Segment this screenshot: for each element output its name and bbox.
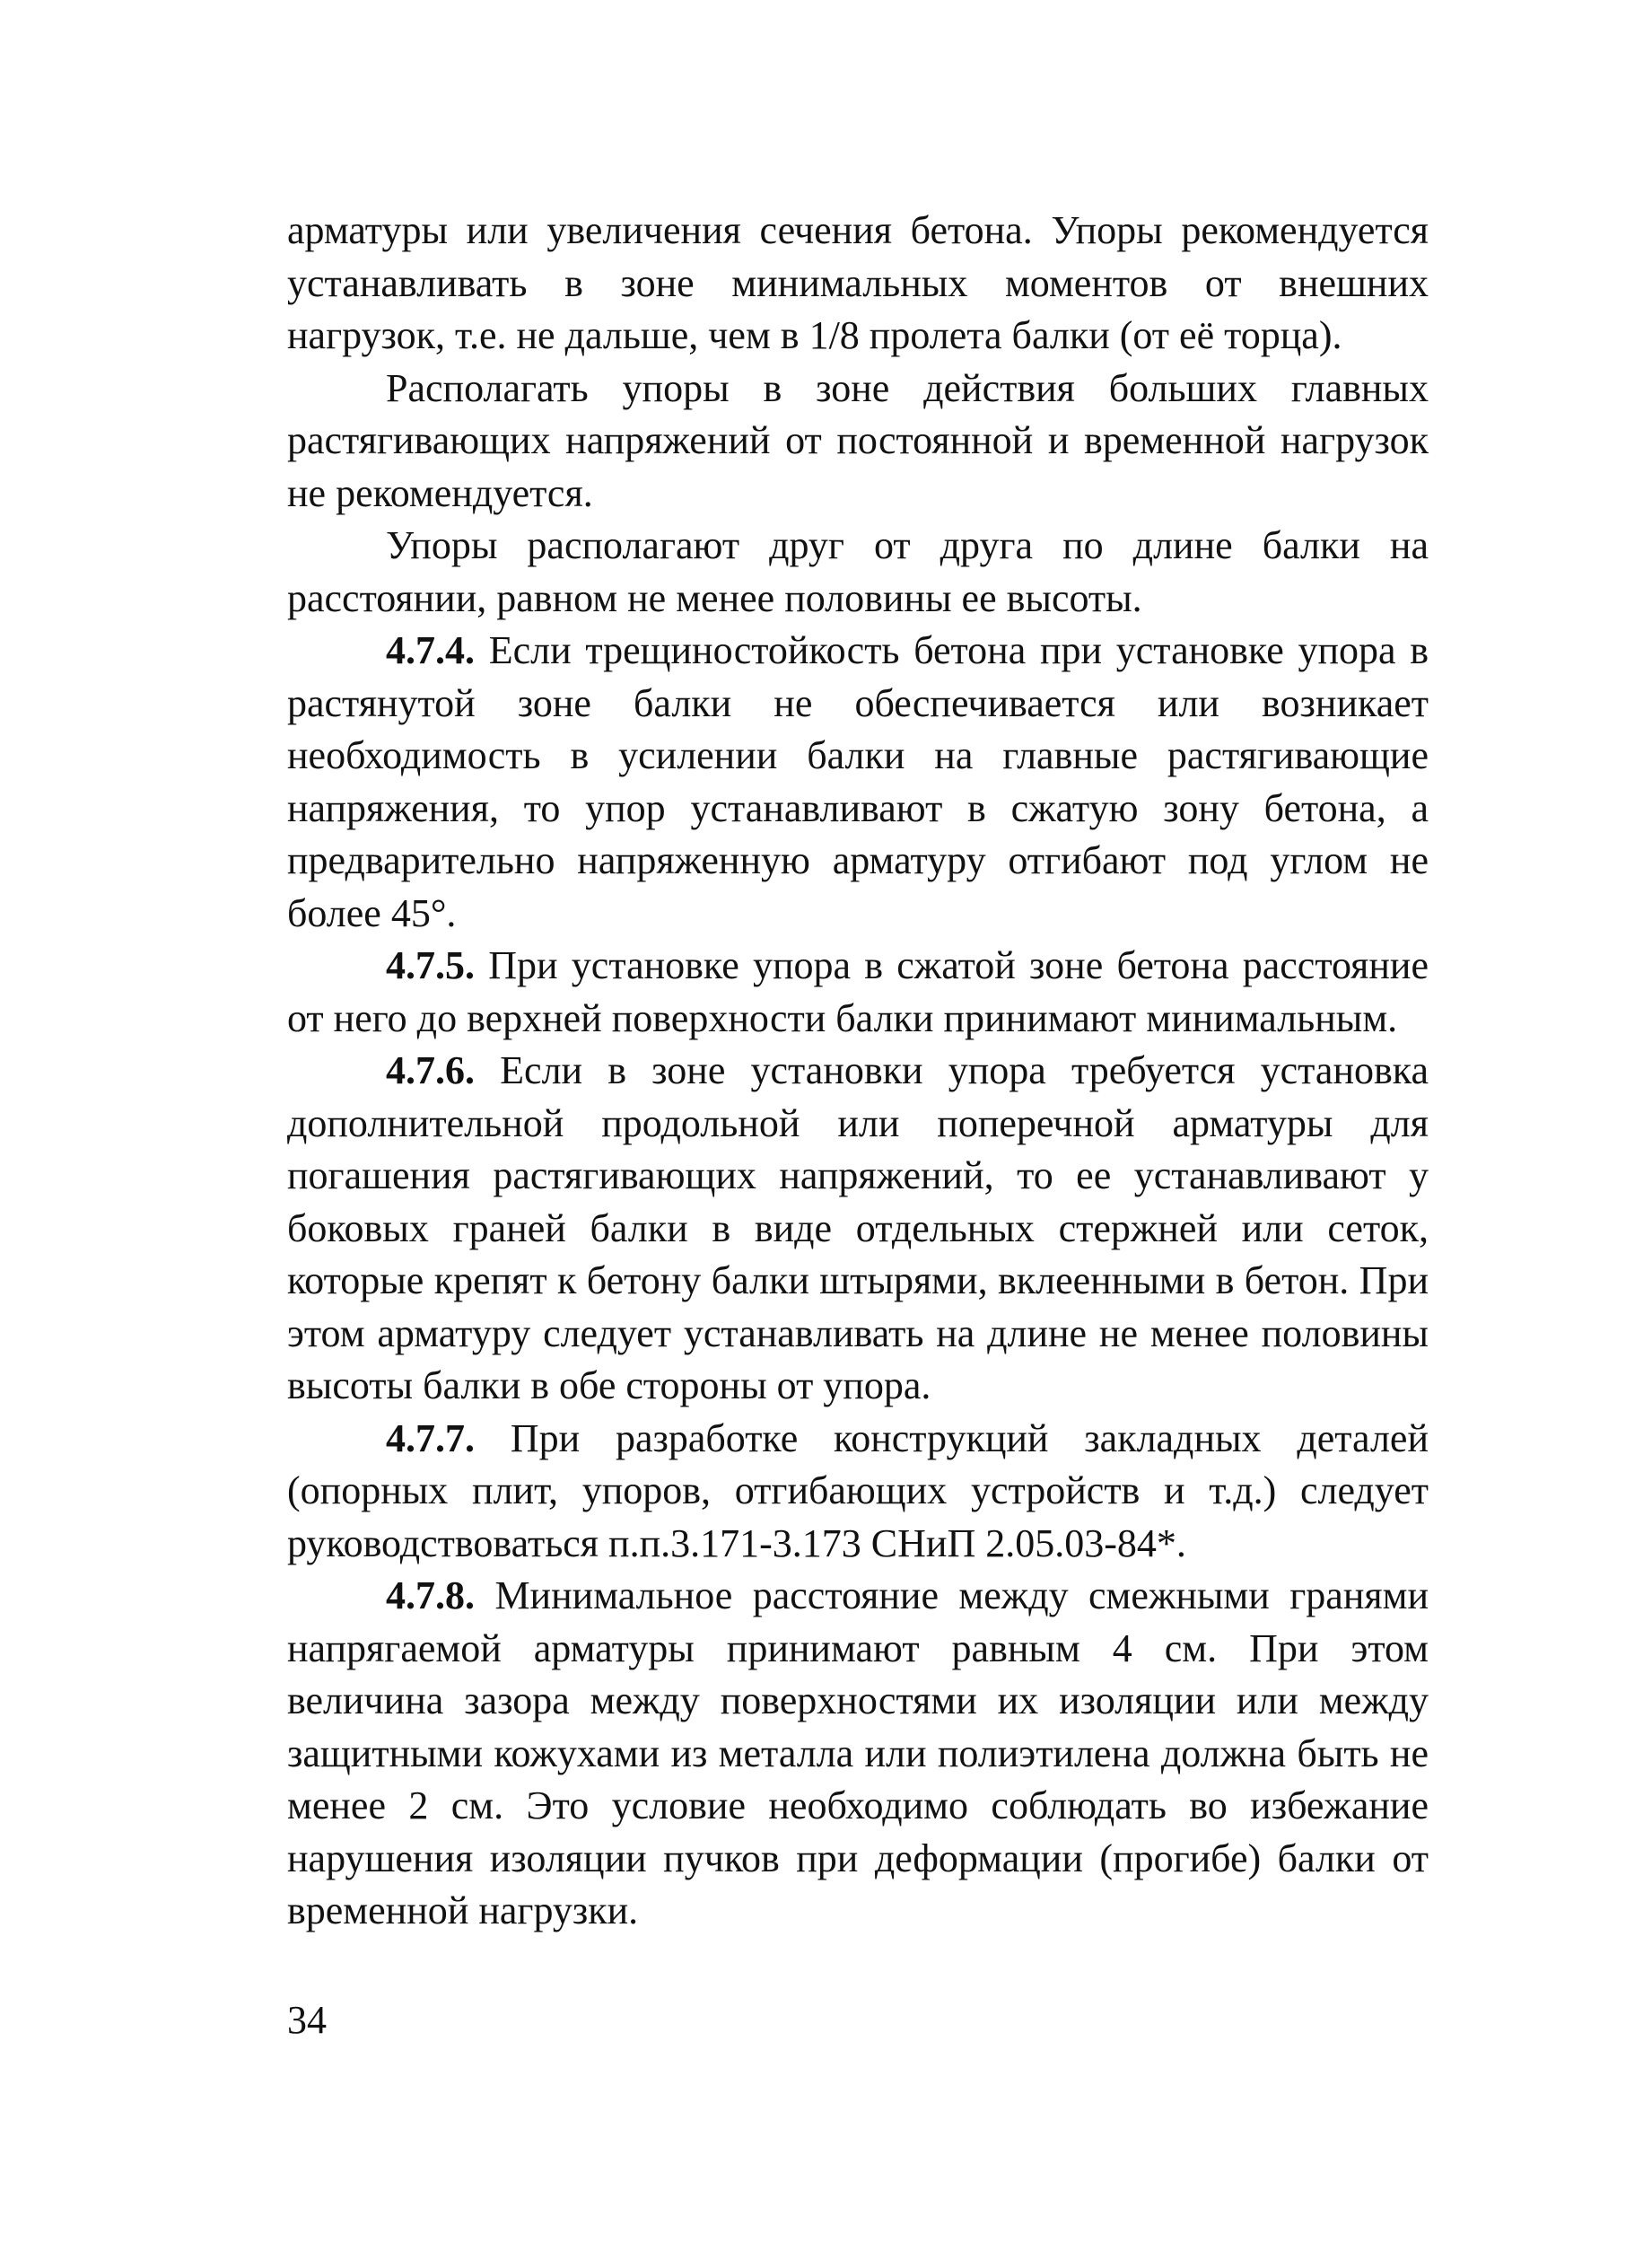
paragraph-4-7-5 — [287, 940, 1429, 1045]
paragraph-upory-rasstoyanie — [287, 520, 1429, 625]
paragraph-text: При установке упора в сжатой зоне бетона расстояние от него до верхней поверхности балки принимают минимальным. — [287, 943, 1429, 1040]
page-number: 34 — [287, 1998, 327, 2042]
paragraph-text: Располагать упоры в зоне действия больших главных растягивающих напряжений от постоянной и временной нагрузок не рекомендуется. — [287, 365, 1429, 515]
paragraph-4-7-6 — [287, 1045, 1429, 1413]
paragraph-4-7-7 — [287, 1413, 1429, 1571]
body-text — [287, 205, 1429, 1938]
section-number: 4.7.6. — [386, 1048, 475, 1092]
paragraph-text: Упоры располагают друг от друга по длине балки на расстоянии, равном не менее половины ее высоты. — [287, 523, 1429, 620]
section-number: 4.7.8. — [386, 1573, 475, 1617]
section-number: 4.7.5. — [386, 943, 475, 987]
section-number: 4.7.7. — [386, 1415, 475, 1460]
paragraph-continuation — [287, 205, 1429, 363]
paragraph-text: Минимальное расстояние между смежными гранями напрягаемой арматуры принимают равным 4 см. При этом величина зазора между поверхностями их изоляции или между защитными кожухами из металла или полиэтилена должна быть не менее 2 см. Это условие необходимо соблюдать во избежание нарушения изоляции пучков при деформации (прогибе) балки от временной нагрузки. — [287, 1573, 1429, 1932]
paragraph-text: При разработке конструкций закладных деталей (опорных плит, упоров, отгибающих устройств и т.д.) следует руководствоваться п.п.3.171-3.173 СНиП 2.05.03-84*. — [287, 1415, 1429, 1565]
paragraph-4-7-8 — [287, 1570, 1429, 1938]
paragraph-text: Если трещиностойкость бетона при установке упора в растянутой зоне балки не обеспечивается или возникает необходимость в усилении балки на главные растягивающие напряжения, то упор устанавливают в сжатую зону бетона, а предварительно напряженную арматуру отгибают под углом не более 45°. — [287, 628, 1429, 935]
paragraph-4-7-4 — [287, 625, 1429, 940]
paragraph-upory-zona — [287, 363, 1429, 521]
section-number: 4.7.4. — [386, 628, 475, 672]
paragraph-text: арматуры или увеличения сечения бетона. Упоры рекомендуется устанавливать в зоне минимальных моментов от внешних нагрузок, т.е. не дальше, чем в 1/8 пролета балки (от её торца). — [287, 208, 1429, 357]
paragraph-text: Если в зоне установки упора требуется установка дополнительной продольной или поперечной арматуры для погашения растягивающих напряжений, то ее устанавливают у боковых граней балки в виде отдельных стержней или сеток, которые крепят к бетону балки штырями, вклеенными в бетон. При этом арматуру следует устанавливать на длине не менее половины высоты балки в обе стороны от упора. — [287, 1048, 1429, 1407]
